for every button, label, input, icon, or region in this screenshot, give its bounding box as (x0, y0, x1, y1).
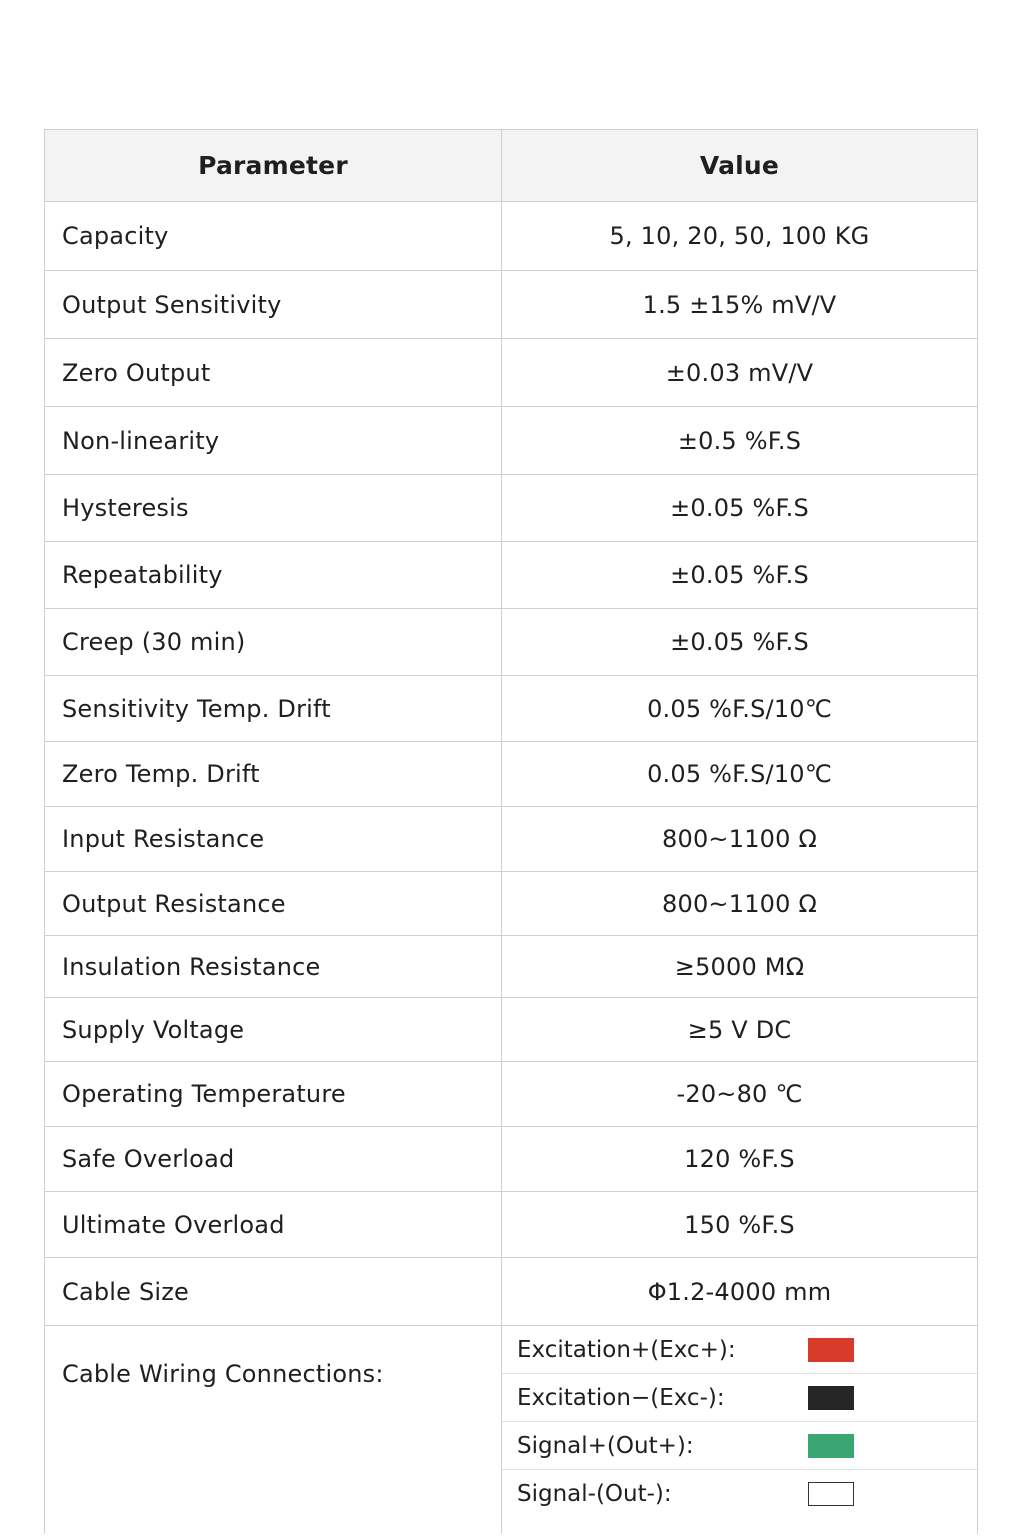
table-row (45, 1258, 977, 1326)
row-parameter: Zero Temp. Drift (45, 742, 502, 806)
row-parameter: Output Sensitivity (45, 271, 502, 338)
table-row (45, 936, 977, 998)
row-value: 800~1100 Ω (662, 889, 817, 918)
table-row (45, 609, 977, 676)
row-parameter: Sensitivity Temp. Drift (45, 676, 502, 741)
row-value: ≥5000 MΩ (674, 952, 805, 981)
wiring-connection (502, 1326, 977, 1374)
table-row-wiring (45, 1326, 977, 1534)
row-parameter: Operating Temperature (45, 1062, 502, 1126)
table-row (45, 742, 977, 807)
table-row (45, 872, 977, 936)
row-value: ±0.05 %F.S (670, 561, 809, 589)
table-row (45, 202, 977, 271)
wire-color-swatch (808, 1482, 854, 1506)
row-parameter: Cable Size (45, 1258, 502, 1325)
row-parameter: Output Resistance (45, 872, 502, 935)
wiring-connection (502, 1374, 977, 1422)
row-value: -20~80 ℃ (676, 1080, 803, 1108)
row-value: 5, 10, 20, 50, 100 KG (609, 222, 870, 250)
wiring-connection (502, 1422, 977, 1470)
specification-table (44, 129, 978, 1534)
table-row (45, 271, 977, 339)
table-row (45, 1062, 977, 1127)
row-value: ±0.03 mV/V (665, 358, 814, 387)
table-row (45, 475, 977, 542)
table-body (45, 202, 977, 1326)
table-row (45, 1192, 977, 1258)
row-value: 800~1100 Ω (662, 825, 817, 853)
row-parameter: Capacity (45, 202, 502, 270)
row-parameter: Insulation Resistance (45, 936, 502, 997)
row-parameter: Input Resistance (45, 807, 502, 871)
wiring-label: Excitation+(Exc+): (517, 1336, 736, 1363)
table-header-row (45, 130, 977, 202)
row-parameter: Non-linearity (45, 407, 502, 474)
row-parameter: Supply Voltage (45, 998, 502, 1061)
table-row (45, 807, 977, 872)
wiring-connections-list (502, 1326, 977, 1534)
row-value: ±0.05 %F.S (670, 494, 809, 522)
row-parameter: Repeatability (45, 542, 502, 608)
wire-color-swatch (808, 1434, 854, 1458)
table-row (45, 339, 977, 407)
row-value: ≥5 V DC (687, 1015, 792, 1044)
row-value: ±0.05 %F.S (670, 628, 809, 656)
header-value: Value (699, 151, 780, 180)
wiring-parameter: Cable Wiring Connections: (45, 1326, 502, 1534)
table-row (45, 407, 977, 475)
row-parameter: Creep (30 min) (45, 609, 502, 675)
header-parameter: Parameter (45, 130, 502, 201)
table-row (45, 542, 977, 609)
wiring-connection (502, 1470, 977, 1518)
row-value: 120 %F.S (684, 1145, 795, 1173)
row-value: 0.05 %F.S/10℃ (647, 694, 832, 723)
row-parameter: Safe Overload (45, 1127, 502, 1191)
row-value: ±0.5 %F.S (677, 426, 802, 455)
wiring-label: Signal+(Out+): (517, 1432, 694, 1459)
row-parameter: Zero Output (45, 339, 502, 406)
row-parameter: Ultimate Overload (45, 1192, 502, 1257)
wiring-label: Excitation−(Exc-): (517, 1384, 725, 1411)
row-parameter: Hysteresis (45, 475, 502, 541)
row-value: Φ1.2-4000 mm (647, 1277, 832, 1306)
wire-color-swatch (808, 1338, 854, 1362)
row-value: 0.05 %F.S/10℃ (647, 760, 832, 788)
row-value: 1.5 ±15% mV/V (642, 290, 837, 319)
wire-color-swatch (808, 1386, 854, 1410)
table-row (45, 676, 977, 742)
table-row (45, 1127, 977, 1192)
row-value: 150 %F.S (684, 1210, 795, 1239)
wiring-label: Signal-(Out-): (517, 1481, 672, 1507)
table-row (45, 998, 977, 1062)
